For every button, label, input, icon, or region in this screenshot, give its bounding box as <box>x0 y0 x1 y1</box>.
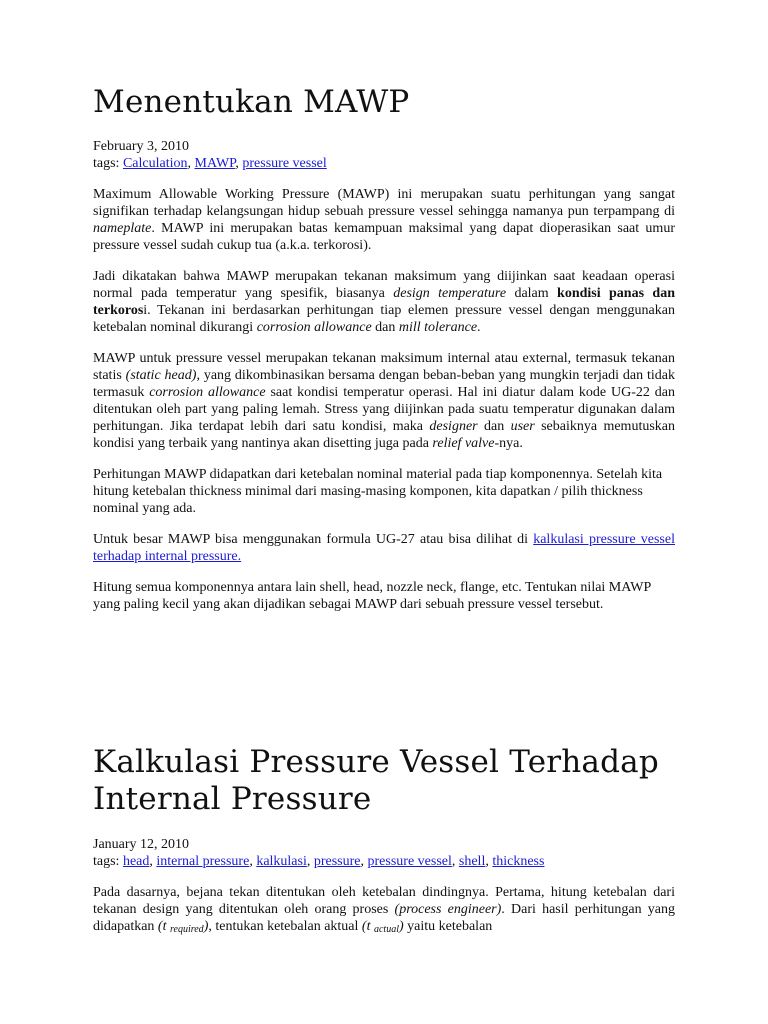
italic-term: relief valve <box>432 436 495 451</box>
subscript: actual <box>373 924 399 935</box>
paragraph <box>93 186 675 254</box>
post-title: Kalkulasi Pressure Vessel Terhadap Internal Pressure <box>93 744 659 817</box>
tag-link-mawp[interactable]: MAWP <box>194 156 236 171</box>
bold-term: kondisi panas dan terkoros <box>93 286 675 318</box>
italic-term: user <box>510 419 535 434</box>
italic-term: design temperature <box>393 286 507 301</box>
tags-label: tags: <box>93 156 120 171</box>
text-run: sebaiknya memutuskan kondisi yang terbaik yang nantinya akan disetting juga pada <box>93 419 676 451</box>
tags-label: tags: <box>93 854 120 869</box>
paragraph <box>93 350 675 452</box>
text-run: MAWP untuk pressure vessel merupakan tekanan maksimum internal atau external, termasuk tekanan statis <box>93 351 675 383</box>
paragraph: Hitung semua komponennya antara lain shell, head, nozzle neck, flange, etc. Tentukan nilai MAWP yang paling kecil yang akan dijadikan sebagai MAWP dari sebuah pressure vessel tersebut. <box>93 580 651 612</box>
text-run: , yang dikombinasikan bersama dengan beban-beban yang mungkin terjadi dan tidak termasuk <box>93 368 675 400</box>
text-run: i. Tekanan ini berdasarkan perhitungan tiap elemen pressure vessel dengan menggunakan ketebalan nominal dikurangi <box>93 303 675 335</box>
text-run: dan <box>371 320 399 335</box>
italic-term: (static head) <box>125 368 197 383</box>
tag-link-internal-pressure[interactable]: internal pressure <box>156 854 250 869</box>
internal-pressure-article-link[interactable]: kalkulasi pressure vessel terhadap internal pressure. <box>93 532 675 564</box>
post-tags: tags: Calculation, MAWP, pressure vessel <box>93 156 327 171</box>
text-run: . MAWP ini merupakan batas kemampuan maksimal yang dapat dioperasikan saat umur pressure vessel sudah cukup tua (a.k.a. terkorosi). <box>93 221 675 253</box>
text-run: . <box>477 320 481 335</box>
paragraph: Perhitungan MAWP didapatkan dari ketebalan nominal material pada tiap komponennya. Setelah kita hitung ketebalan thickness minimal dari masing-masing komponen, kita dapatkan / pilih thickness nominal yang ada. <box>93 467 663 516</box>
italic-term: designer <box>429 419 478 434</box>
italic-term: ) <box>203 919 209 934</box>
italic-term: corrosion allowance <box>149 385 266 400</box>
text-run: saat kondisi temperatur operasi. Hal ini diatur dalam kode UG-22 dan ditentukan oleh part yang paling lemah. Stress yang diijinkan pada suatu temperatur digunakan dalam perhitungan. Jika terdapat lebih dari satu kondisi, maka <box>93 385 675 434</box>
post-date: January 12, 2010 <box>93 837 190 852</box>
tag-link-calculation[interactable]: Calculation <box>122 156 188 171</box>
subscript: required <box>169 924 204 935</box>
italic-term: (t <box>361 919 374 934</box>
text-run: dalam <box>506 286 558 301</box>
italic-term: nameplate <box>93 221 152 236</box>
post-title: Menentukan MAWP <box>93 84 410 120</box>
text-run: Jadi dikatakan bahwa MAWP merupakan tekanan maksimum yang diijinkan saat keadaan operasi normal pada temperatur yang spesifik, biasanya <box>93 269 675 301</box>
tag-link-kalkulasi[interactable]: kalkulasi <box>256 854 307 869</box>
text-run: . Dari hasil perhitungan yang didapatkan <box>93 902 675 934</box>
text-run: dan <box>477 419 511 434</box>
tag-link-head[interactable]: head <box>122 854 150 869</box>
paragraph <box>93 884 675 936</box>
tag-link-thickness[interactable]: thickness <box>492 854 545 869</box>
text-run: yaitu ketebalan <box>403 919 493 934</box>
blog-post-mawp <box>93 84 675 613</box>
italic-term: corrosion allowance <box>256 320 372 335</box>
tag-link-pressure-vessel[interactable]: pressure vessel <box>242 156 327 171</box>
text-run: Untuk besar MAWP bisa menggunakan formula UG-27 atau bisa dilihat di <box>93 532 534 547</box>
italic-term: (process engineer) <box>394 902 502 917</box>
text-run: Maximum Allowable Working Pressure (MAWP) ini merupakan suatu perhitungan yang sangat signifikan terhadap kelangsungan hidup sebuah pressure vessel sehingga namanya pun terpampang di <box>93 187 675 219</box>
paragraph <box>93 268 675 336</box>
tag-link-pressure-vessel[interactable]: pressure vessel <box>367 854 452 869</box>
post-tags: tags: head, internal pressure, kalkulasi, pressure, pressure vessel, shell, thickness <box>93 854 545 869</box>
text-run: , tentukan ketebalan aktual <box>208 919 362 934</box>
italic-term: mill tolerance <box>398 320 478 335</box>
tag-link-shell[interactable]: shell <box>458 854 486 869</box>
text-run: -nya. <box>494 436 523 451</box>
tag-link-pressure[interactable]: pressure <box>313 854 361 869</box>
italic-term: (t <box>157 919 170 934</box>
text-run: Pada dasarnya, bejana tekan ditentukan oleh ketebalan dindingnya. Pertama, hitung ketebalan dari tekanan design yang ditentukan oleh orang proses <box>93 885 675 917</box>
blog-post-kalkulasi <box>93 744 675 936</box>
italic-term: ) <box>398 919 404 934</box>
post-date: February 3, 2010 <box>93 139 190 154</box>
paragraph <box>93 531 675 565</box>
